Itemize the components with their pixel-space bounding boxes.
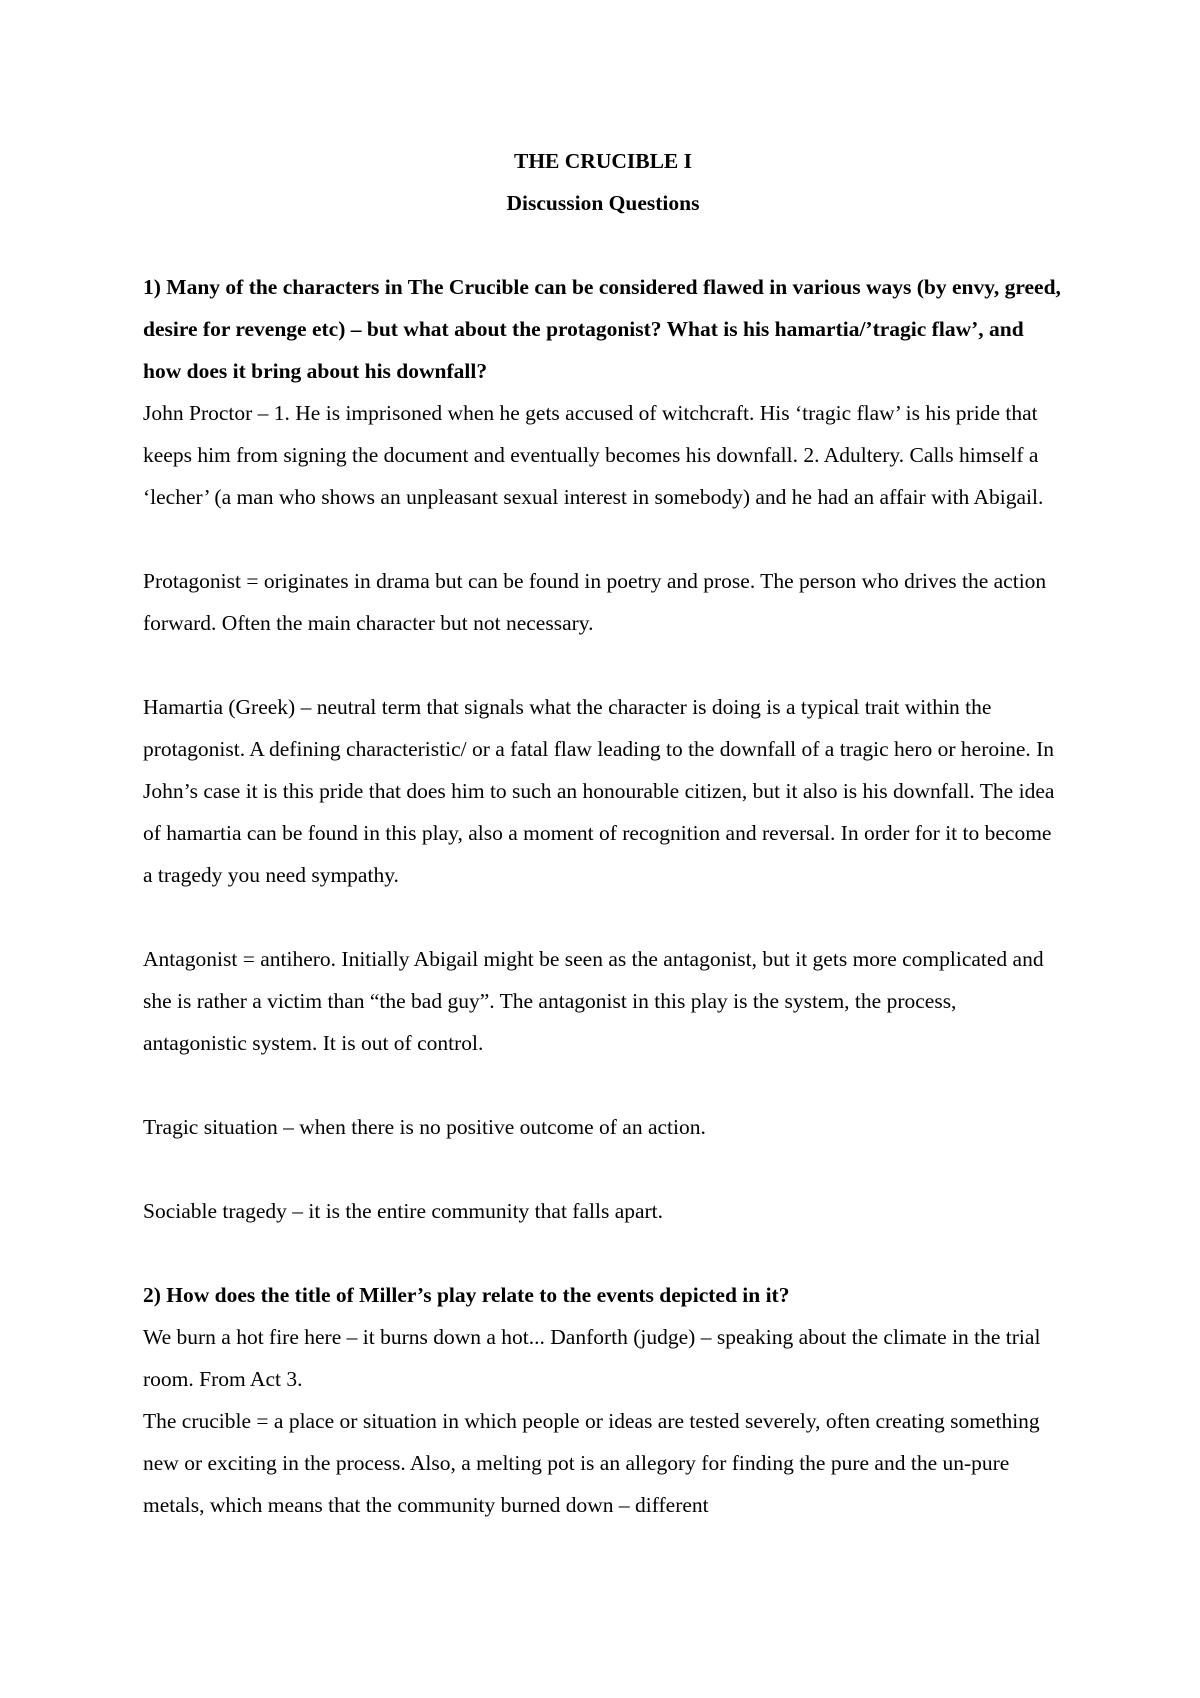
answer-paragraph: John Proctor – 1. He is imprisoned when he gets accused of witchcraft. His ‘tragic flaw’ is his pride that keeps him from signing the document and eventually becomes his downfall. 2. Adultery. Calls himself a ‘lecher’ (a man who shows an unpleasant sexual interest in somebody) and he had an affair with Abigail.: [143, 401, 1044, 509]
answer-paragraph: Tragic situation – when there is no positive outcome of an action.: [143, 1115, 706, 1139]
spacer: [143, 518, 1063, 560]
question-2: 2) How does the title of Miller’s play relate to the events depicted in it?: [143, 1283, 790, 1307]
document-subtitle: Discussion Questions: [506, 191, 700, 215]
title-block: [143, 140, 1063, 224]
document-body: [143, 140, 1063, 1526]
answer-paragraph: We burn a hot fire here – it burns down a hot... Danforth (judge) – speaking about the climate in the trial room. From Act 3.: [143, 1325, 1041, 1391]
spacer: [143, 896, 1063, 938]
spacer: [143, 1232, 1063, 1274]
answer-paragraph: Protagonist = originates in drama but can be found in poetry and prose. The person who drives the action forward. Often the main character but not necessary.: [143, 569, 1047, 635]
document-title: THE CRUCIBLE I: [513, 149, 692, 173]
answer-paragraph: The crucible = a place or situation in which people or ideas are tested severely, often creating something new or exciting in the process. Also, a melting pot is an allegory for finding the pure and the un-pure metals, which means that the community burned down – different: [143, 1409, 1040, 1517]
answer-paragraph: Hamartia (Greek) – neutral term that signals what the character is doing is a typical trait within the protagonist. A defining characteristic/ or a fatal flaw leading to the downfall of a tragic hero or heroine. In John’s case it is this pride that does him to such an honourable citizen, but it also is his downfall. The idea of hamartia can be found in this play, also a moment of recognition and reversal. In order for it to become a tragedy you need sympathy.: [143, 695, 1055, 887]
question-1: 1) Many of the characters in The Crucible can be considered flawed in various ways (by envy, greed, desire for revenge etc) – but what about the protagonist? What is his hamartia/’tragic flaw’, and how does it bring about his downfall?: [143, 275, 1061, 383]
spacer: [143, 644, 1063, 686]
spacer: [143, 1064, 1063, 1106]
answer-paragraph: Sociable tragedy – it is the entire community that falls apart.: [143, 1199, 664, 1223]
answer-paragraph: Antagonist = antihero. Initially Abigail might be seen as the antagonist, but it gets more complicated and she is rather a victim than “the bad guy”. The antagonist in this play is the system, the process, antagonistic system. It is out of control.: [143, 947, 1044, 1055]
spacer: [143, 1148, 1063, 1190]
spacer: [143, 224, 1063, 266]
